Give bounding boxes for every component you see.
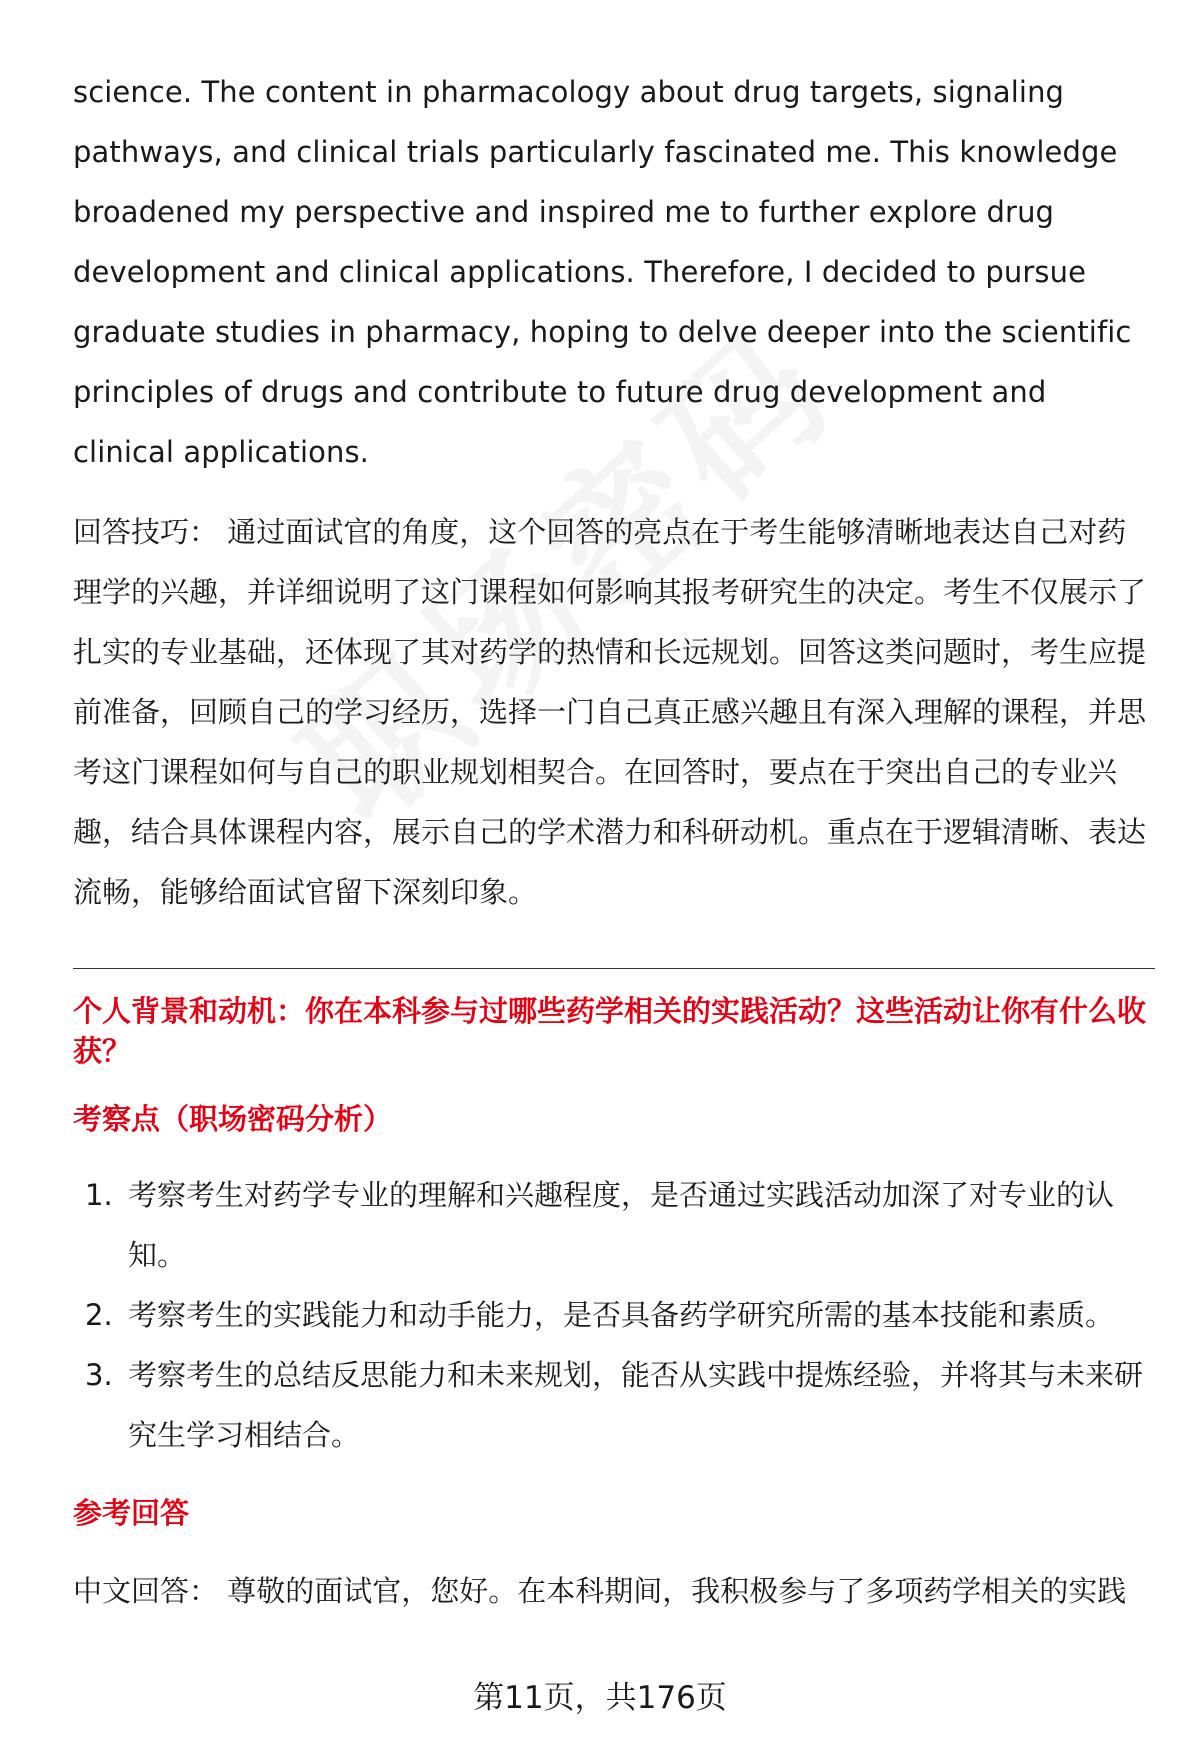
list-item-number: 2.: [85, 1298, 113, 1332]
answer-tip-label: 回答技巧：: [73, 515, 219, 549]
analysis-heading: 考察点（职场密码分析）: [73, 1102, 393, 1136]
list-item: [73, 1345, 1155, 1465]
list-item-text: 考察考生的实践能力和动手能力，是否具备药学研究所需的基本技能和素质。: [128, 1298, 1115, 1332]
document-page: [73, 62, 1155, 1621]
chinese-answer-paragraph: [73, 1561, 1155, 1621]
question-title: 个人背景和动机：你在本科参与过哪些药学相关的实践活动？这些活动让你有什么收获？: [73, 994, 1147, 1068]
section-divider: [73, 968, 1155, 969]
answer-tip-text: 通过面试官的角度，这个回答的亮点在于考生能够清晰地表达自己对药理学的兴趣，并详细说明了这门课程如何影响其报考研究生的决定。考生不仅展示了扎实的专业基础，还体现了其对药学的热情和长远规划。回答这类问题时，考生应提前准备，回顾自己的学习经历，选择一门自己真正感兴趣且有深入理解的课程，并思考这门课程如何与自己的职业规划相契合。在回答时，要点在于突出自己的专业兴趣，结合具体课程内容，展示自己的学术潜力和科研动机。重点在于逻辑清晰、表达流畅，能够给面试官留下深刻印象。: [73, 515, 1147, 909]
chinese-answer-text: 尊敬的面试官，您好。在本科期间，我积极参与了多项药学相关的实践: [227, 1574, 1127, 1608]
list-item-number: 3.: [85, 1358, 113, 1392]
answer-tip-paragraph: [73, 502, 1155, 922]
english-answer-paragraph: science. The content in pharmacology about drug targets, signaling pathways, and clinical trials particularly fascinated me. This knowledge broadened my perspective and inspired me to further explore drug development and clinical applications. Therefore, I decided to pursue graduate studies in pharmacy, hoping to delve deeper into the scientific principles of drugs and contribute to future drug development and clinical applications.: [73, 75, 1132, 469]
analysis-points-list: [73, 1165, 1155, 1465]
page-number-footer: 第11页，共176页: [473, 1680, 727, 1716]
list-item: [73, 1165, 1155, 1285]
reference-answer-heading: 参考回答: [73, 1496, 190, 1530]
list-item-text: 考察考生对药学专业的理解和兴趣程度，是否通过实践活动加深了对专业的认知。: [128, 1178, 1115, 1272]
chinese-answer-label: 中文回答：: [73, 1574, 219, 1608]
list-item: [73, 1285, 1155, 1345]
list-item-number: 1.: [85, 1178, 113, 1212]
list-item-text: 考察考生的总结反思能力和未来规划，能否从实践中提炼经验，并将其与未来研究生学习相结合。: [128, 1358, 1144, 1452]
